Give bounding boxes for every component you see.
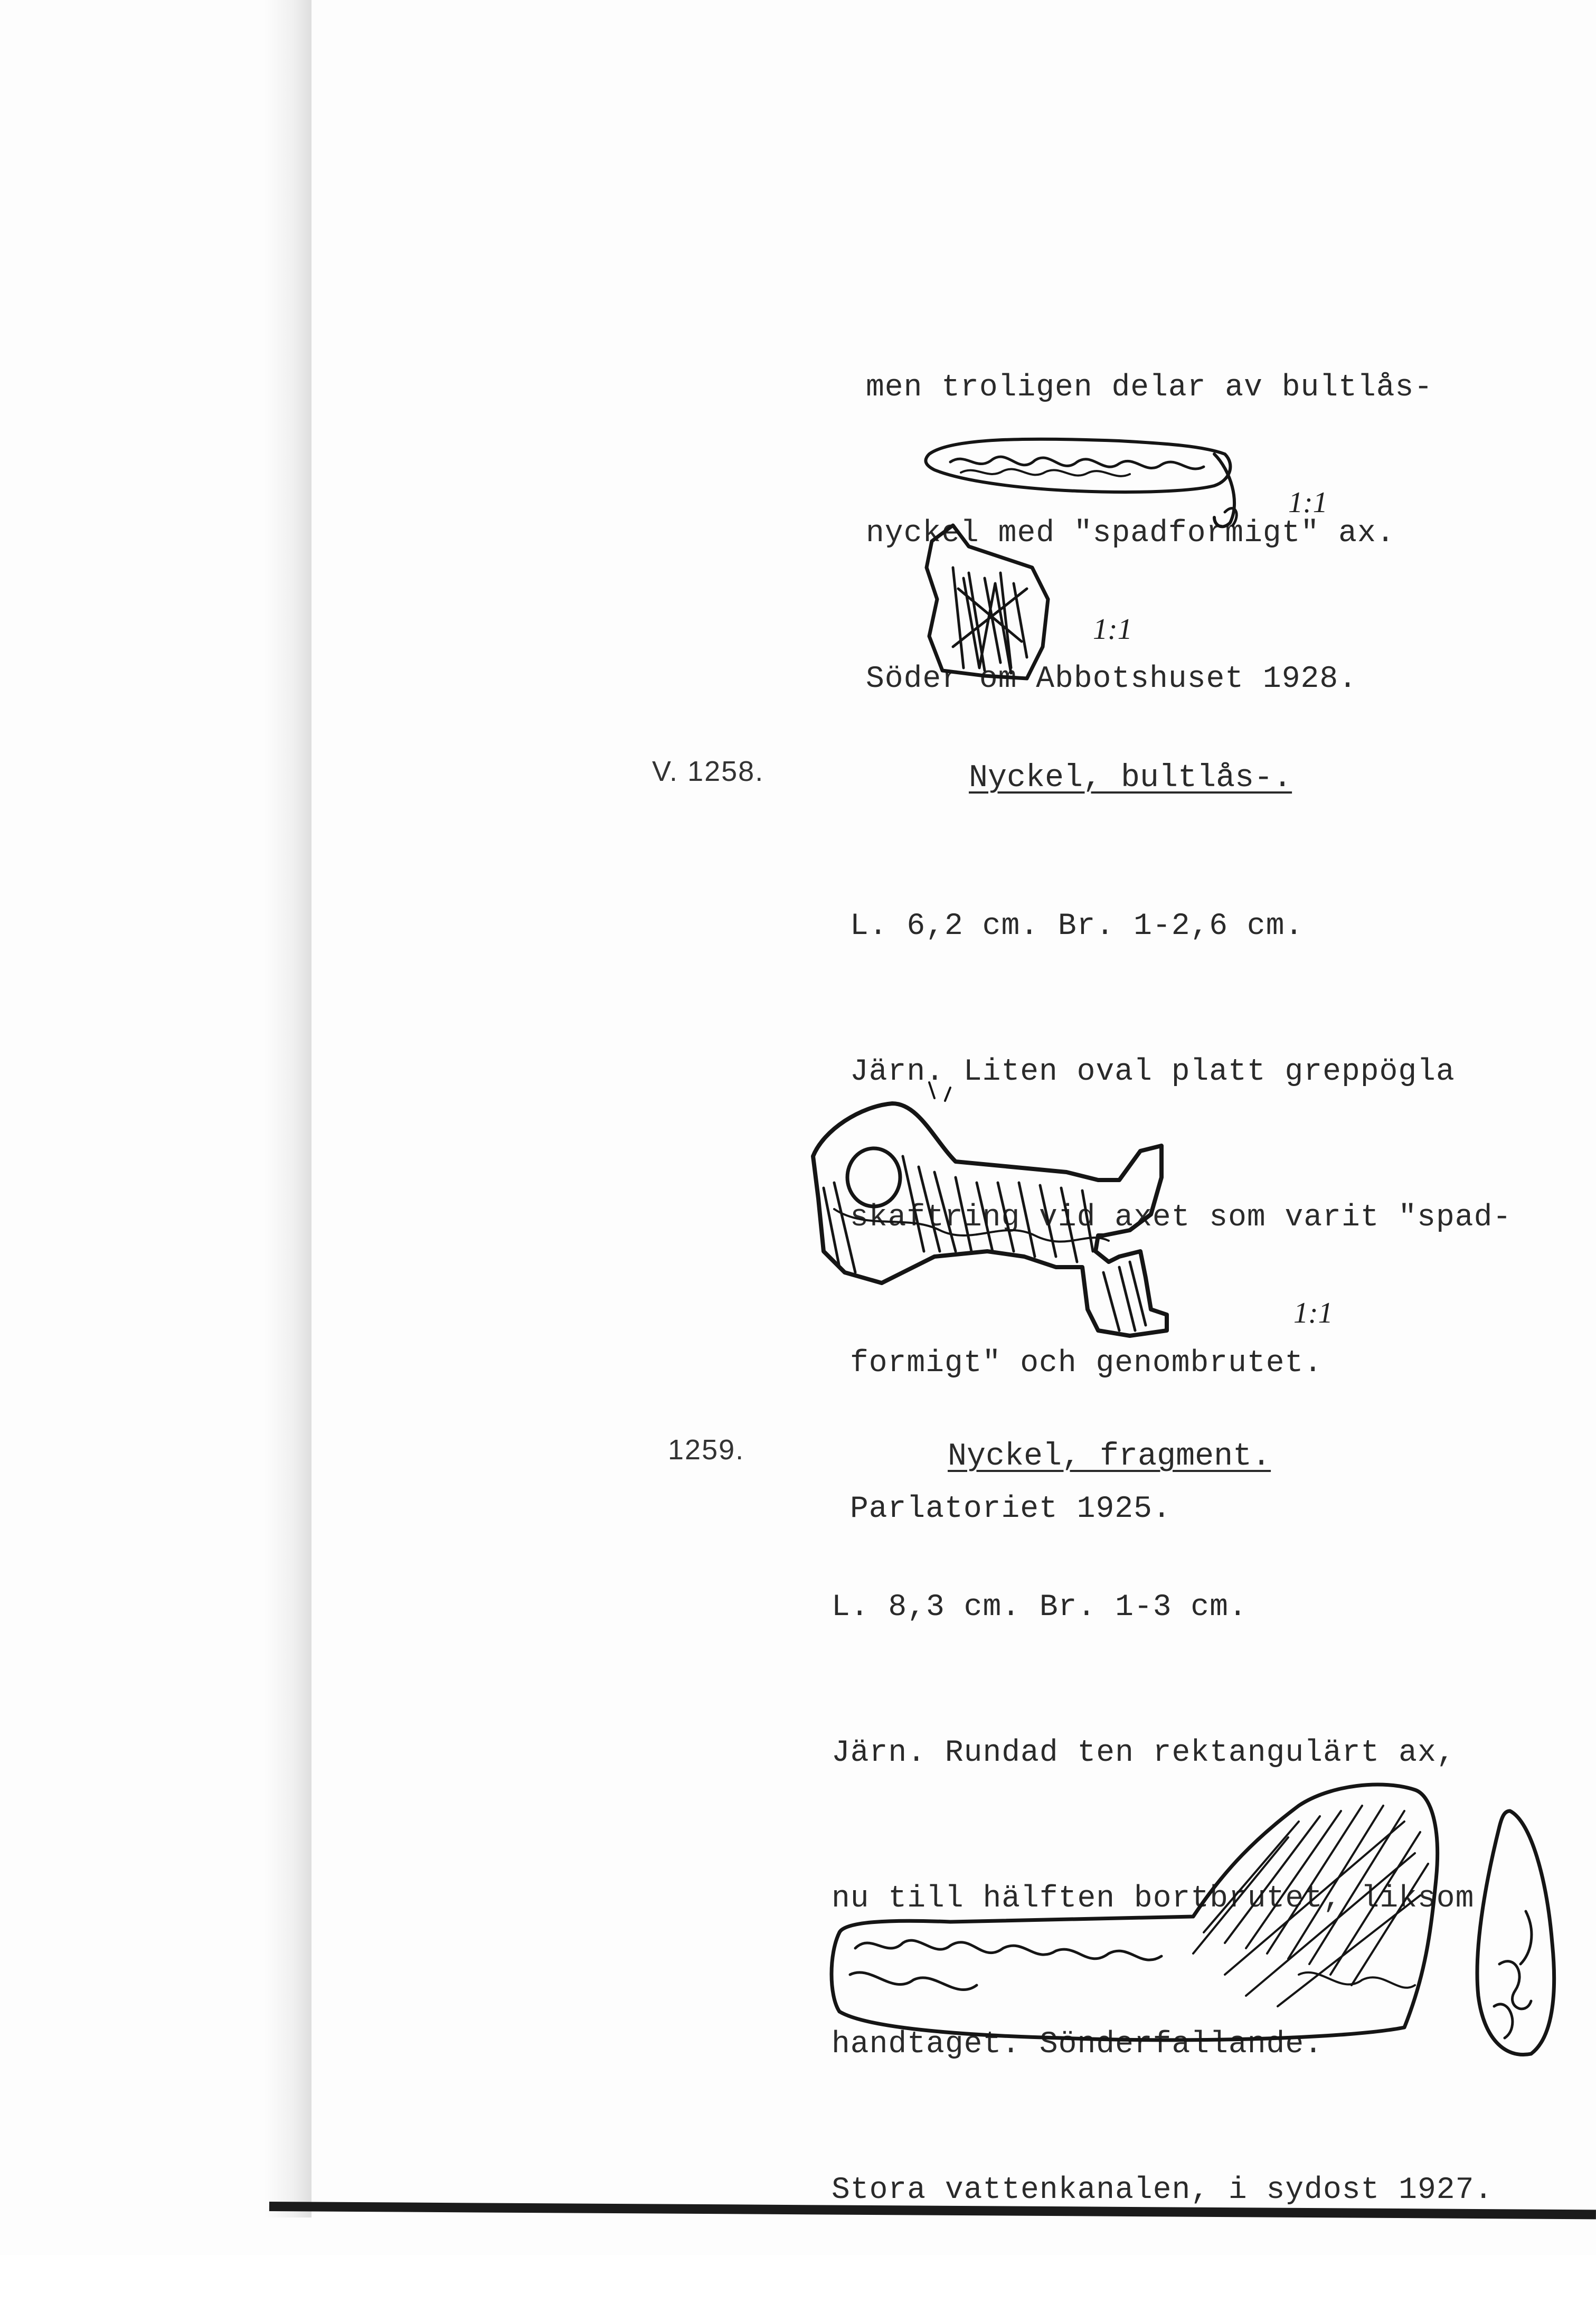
scale-label: 1:1	[1293, 1297, 1333, 1329]
intro-line: men troligen delar av bultlås-	[866, 371, 1433, 405]
entry-number: 1259.	[668, 1434, 745, 1466]
intro-line: nyckel med "spadformigt" ax.	[866, 516, 1395, 551]
entry-line: handtaget. Sönderfallande.	[832, 2027, 1323, 2062]
entry-line: Järn. Rundad ten rektangulärt ax,	[832, 1736, 1456, 1770]
cross-section-sketch-icon	[1468, 1806, 1563, 2059]
entry-number: V. 1258.	[652, 756, 764, 787]
entry-line: L. 6,2 cm. Br. 1-2,6 cm.	[850, 909, 1304, 943]
entry-line: Järn. Liten oval platt greppögla	[850, 1055, 1455, 1089]
entry-line: L. 8,3 cm. Br. 1-3 cm.	[832, 1590, 1248, 1625]
key-fragment-sketch-icon	[824, 1774, 1478, 2049]
entry-line: skaftring vid axet som varit "spad-	[850, 1201, 1512, 1235]
entry-line: Parlatoriet 1925.	[850, 1492, 1172, 1526]
bolt-lock-key-sketch-icon	[802, 1093, 1251, 1357]
entry-heading: Nyckel, fragment.	[948, 1439, 1271, 1475]
entry-line: formigt" och genombrutet.	[850, 1346, 1323, 1381]
key-fragment-sketch-icon	[921, 520, 1059, 689]
binding-shadow	[264, 0, 311, 2217]
entry-line: Stora vattenkanalen, i sydost 1927.	[832, 2173, 1494, 2207]
scale-label: 1:1	[1288, 486, 1328, 519]
entry-line: nu till hälften bortbrutet, liksom	[832, 1882, 1475, 1916]
scale-label: 1:1	[1093, 613, 1132, 646]
entry-heading: Nyckel, bultlås-.	[969, 760, 1292, 796]
intro-line: Söder om Abbotshuset 1928.	[866, 662, 1357, 696]
